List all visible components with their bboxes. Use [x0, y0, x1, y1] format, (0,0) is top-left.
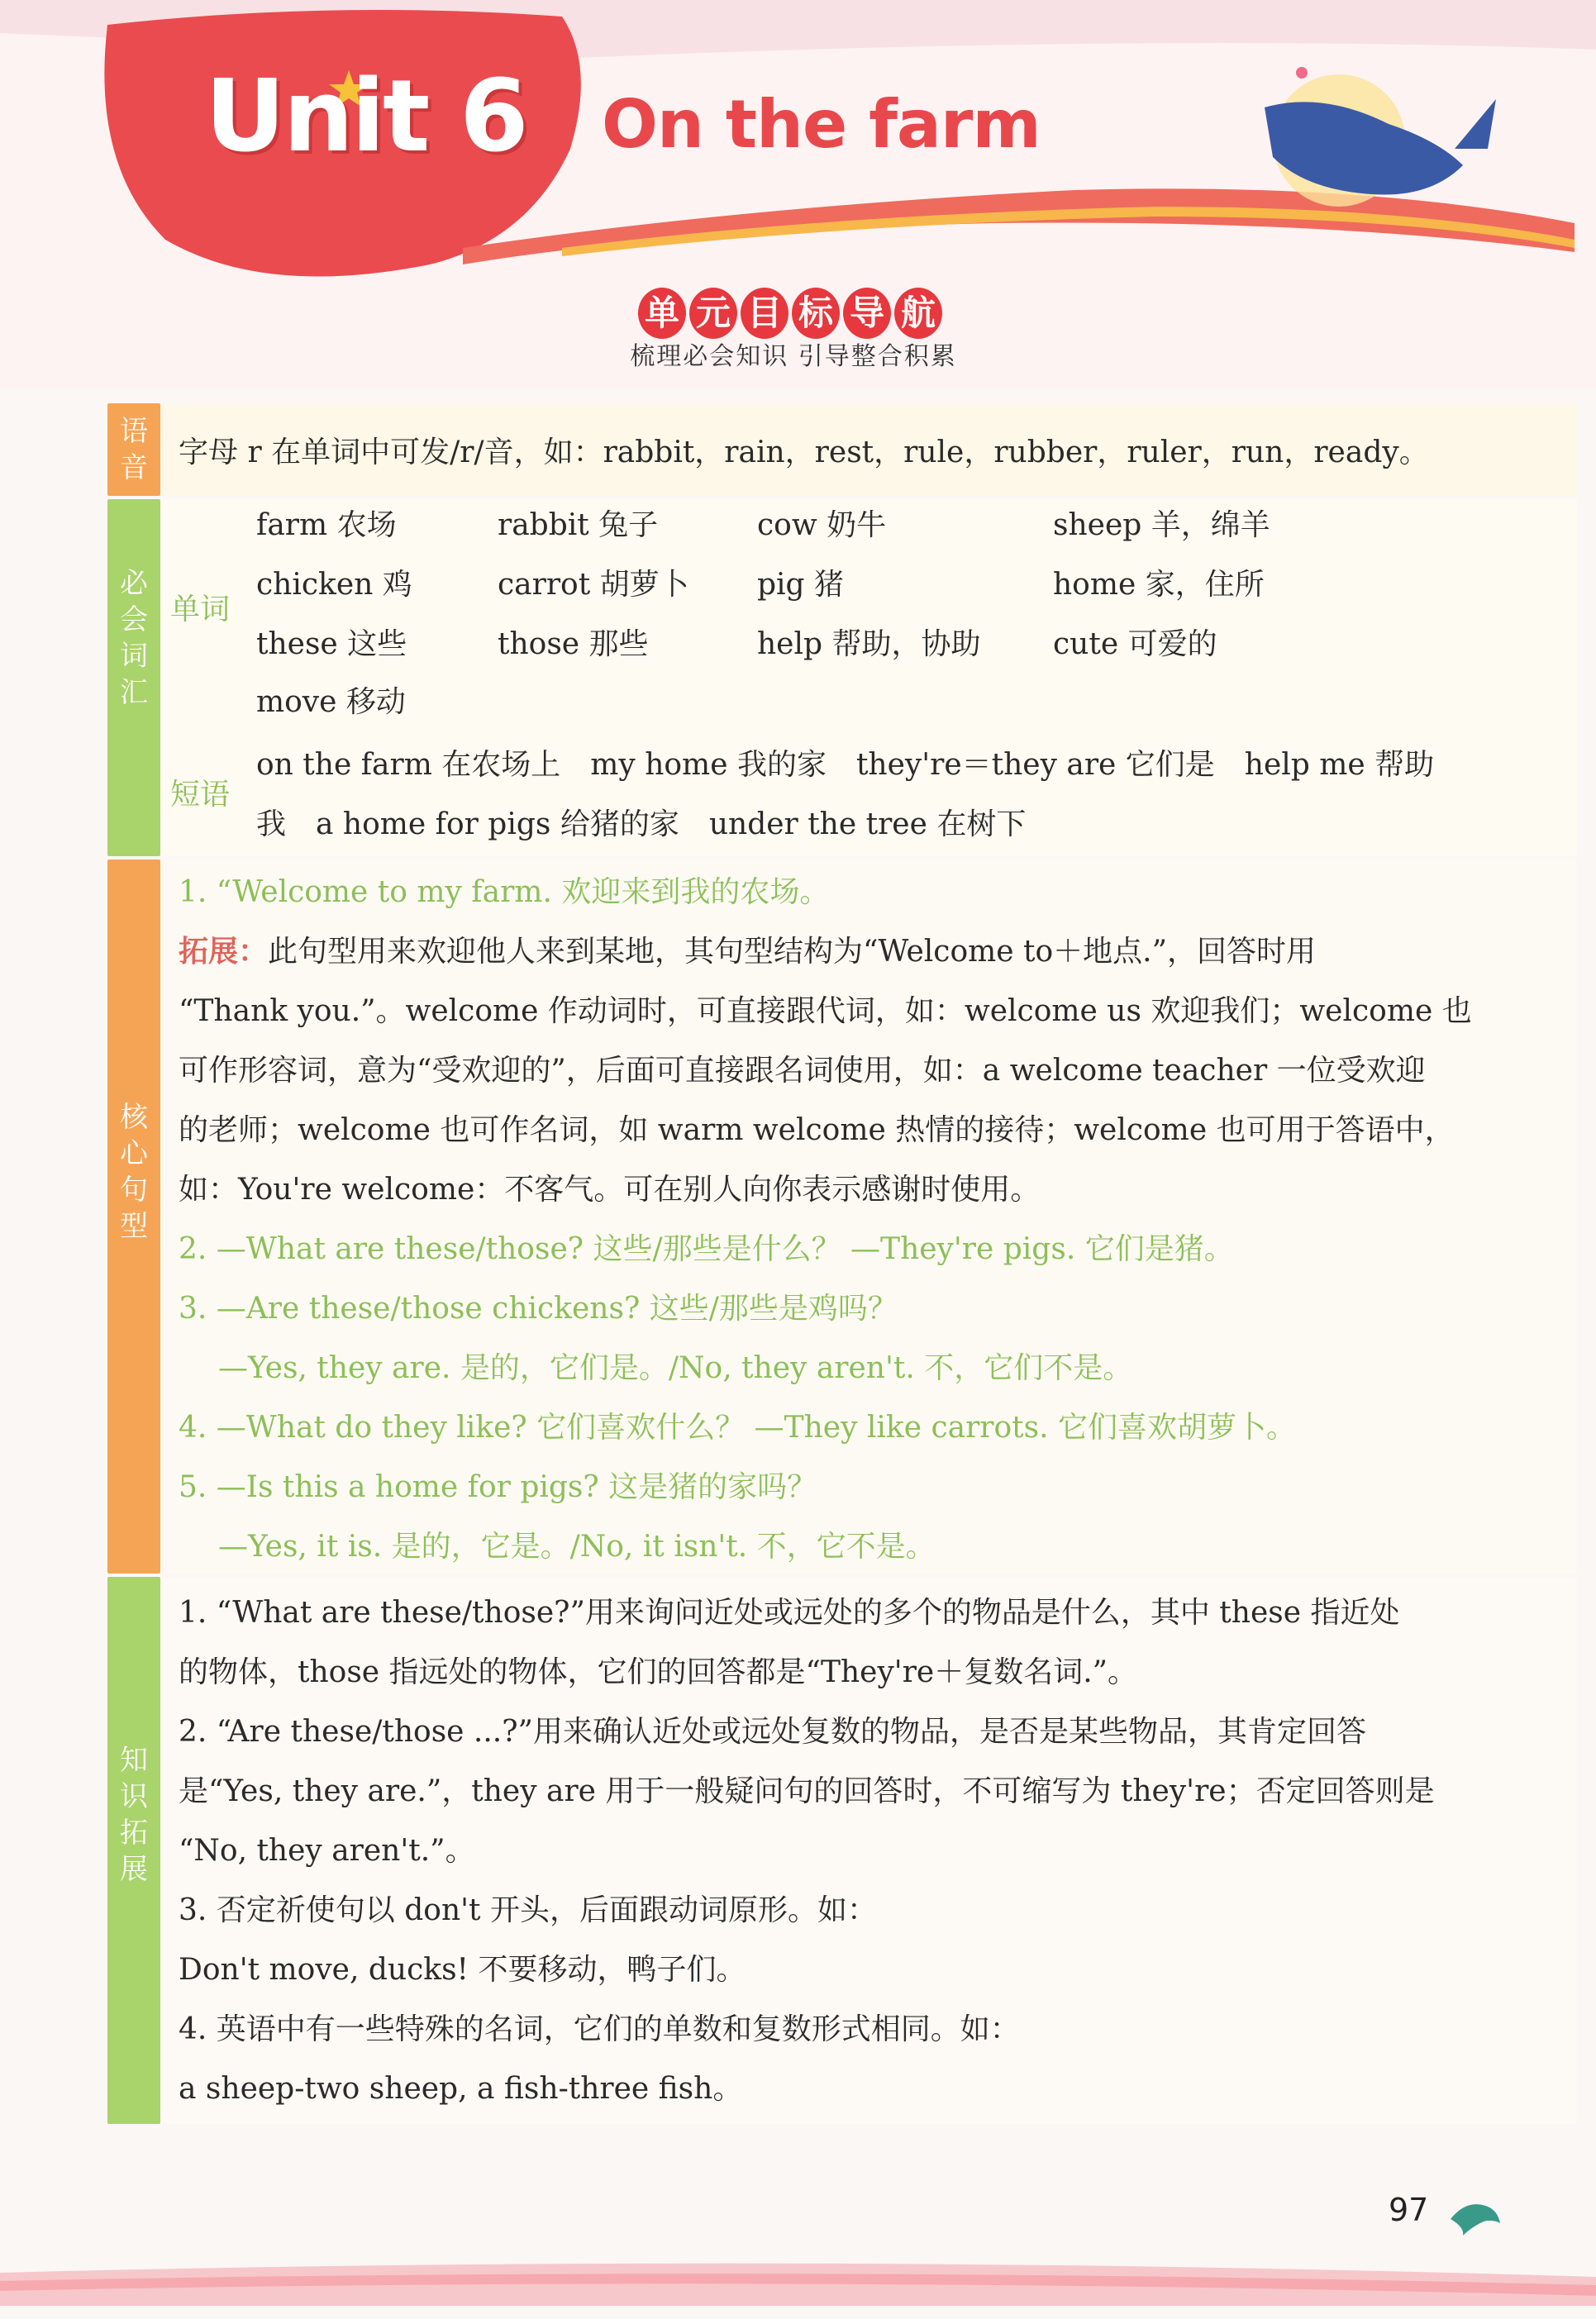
word-item: pig 猪 — [757, 568, 845, 602]
extension-text: 此句型用来欢迎他人来到某地，其句型结构为“Welcome to＋地点.”，回答时用 — [268, 935, 1317, 969]
word-item: cow 奶牛 — [757, 508, 887, 542]
phonics-line: 字母 r 在单词中可发/r/音，如：rabbit，rain，rest，rule，rubber，ruler，run，ready。 — [179, 436, 1429, 469]
word-item: help 帮助，协助 — [757, 627, 981, 661]
word-item: rabbit 兔子 — [498, 508, 659, 542]
knowledge-text: 是“Yes, they are.”，they are 用于一般疑问句的回答时，不可缩写为 they're；否定回答则是 — [179, 1774, 1435, 1808]
nav-char: 导 — [843, 288, 891, 339]
knowledge-text: 3. 否定祈使句以 don't 开头，后面跟动词原形。如： — [179, 1893, 877, 1927]
word-item: those 那些 — [498, 627, 649, 661]
words-label: 单词 — [170, 593, 231, 626]
phrases-line: 我 a home for pigs 给猪的家 under the tree 在树下 — [256, 807, 1027, 841]
tab-label: 核心句型 — [120, 1101, 148, 1243]
knowledge-text: 2. “Are these/those ...?”用来确认近处或远处复数的物品，是否是某些物品，其肯定回答 — [179, 1715, 1366, 1749]
nav-char: 目 — [741, 288, 788, 339]
sentences-tab — [107, 860, 160, 1574]
vocab-tab — [107, 499, 160, 856]
phrases-label: 短语 — [170, 778, 231, 812]
nav-char: 标 — [792, 288, 840, 339]
tab-label: 知识拓展 — [120, 1744, 148, 1886]
sentence-2: 2. —What are these/those? 这些/那些是什么？ —They're pigs. 它们是猪。 — [179, 1232, 1234, 1266]
word-item: farm 农场 — [256, 508, 397, 542]
sentence-5-answer: —Yes, it is. 是的，它是。/No, it isn't. 不，它不是。 — [218, 1530, 936, 1564]
tab-label: 语音 — [120, 415, 148, 484]
extension-text: “Thank you.”。welcome 作动词时，可直接跟代词，如：welcome us 欢迎我们；welcome 也 — [179, 994, 1472, 1028]
word-item: move 移动 — [256, 685, 406, 719]
knowledge-text: a sheep-two sheep, a fish-three fish。 — [179, 2072, 743, 2106]
knowledge-text: 的物体，those 指远处的物体，它们的回答都是“They're＋复数名词.”。 — [179, 1655, 1138, 1689]
knowledge-text: “No, they aren't.”。 — [179, 1834, 475, 1868]
knowledge-text: 1. “What are these/those?”用来询问近处或远处的多个的物品是什么，其中 these 指近处 — [179, 1596, 1400, 1630]
section-nav-title — [638, 288, 942, 339]
extension-line — [179, 936, 1316, 969]
nav-char: 元 — [689, 288, 737, 339]
unit-title: On the farm — [602, 86, 1041, 163]
word-item: sheep 羊，绵羊 — [1053, 508, 1270, 542]
phonics-tab — [107, 403, 160, 496]
sentence-3: 3. —Are these/those chickens? 这些/那些是鸡吗？ — [179, 1292, 898, 1326]
sentence-4: 4. —What do they like? 它们喜欢什么？ —They like carrots. 它们喜欢胡萝卜。 — [179, 1411, 1297, 1445]
knowledge-text: Don't move, ducks! 不要移动，鸭子们。 — [179, 1953, 746, 1987]
word-item: cute 可爱的 — [1053, 627, 1217, 661]
tab-label: 必会词汇 — [120, 567, 148, 709]
knowledge-text: 4. 英语中有一些特殊的名词，它们的单数和复数形式相同。如： — [179, 2012, 1020, 2046]
extension-text: 的老师；welcome 也可作名词，如 warm welcome 热情的接待；welcome 也可用于答语中， — [179, 1113, 1455, 1147]
page-number: 97 — [1389, 2192, 1429, 2228]
sentence-5: 5. —Is this a home for pigs? 这是猪的家吗？ — [179, 1470, 817, 1504]
unit-label: Unit 6 — [205, 60, 526, 174]
nav-char: 航 — [894, 288, 942, 339]
sentence-1: 1. “Welcome to my farm. 欢迎来到我的农场。 — [179, 875, 830, 909]
dolphin-icon — [1446, 2190, 1504, 2240]
sentence-3-answer: —Yes, they are. 是的，它们是。/No, they aren't. 不，它们不是。 — [218, 1351, 1133, 1385]
word-item: carrot 胡萝卜 — [498, 568, 689, 602]
knowledge-tab — [107, 1577, 160, 2124]
extension-label: 拓展： — [179, 935, 269, 969]
extension-text: 如：You're welcome：不客气。可在别人向你表示感谢时使用。 — [179, 1173, 1041, 1207]
bottom-band — [0, 2256, 1596, 2306]
phrases-line: on the farm 在农场上 my home 我的家 they're＝they are 它们是 help me 帮助 — [256, 748, 1435, 782]
word-item: these 这些 — [256, 627, 407, 661]
word-item: home 家，住所 — [1053, 568, 1265, 602]
nav-subtitle: 梳理必会知识 引导整合积累 — [630, 342, 957, 371]
word-item: chicken 鸡 — [256, 568, 412, 602]
extension-text: 可作形容词，意为“受欢迎的”，后面可直接跟名词使用，如：a welcome teacher 一位受欢迎 — [179, 1054, 1426, 1088]
vocab-section — [107, 499, 1577, 856]
nav-char: 单 — [638, 288, 686, 339]
